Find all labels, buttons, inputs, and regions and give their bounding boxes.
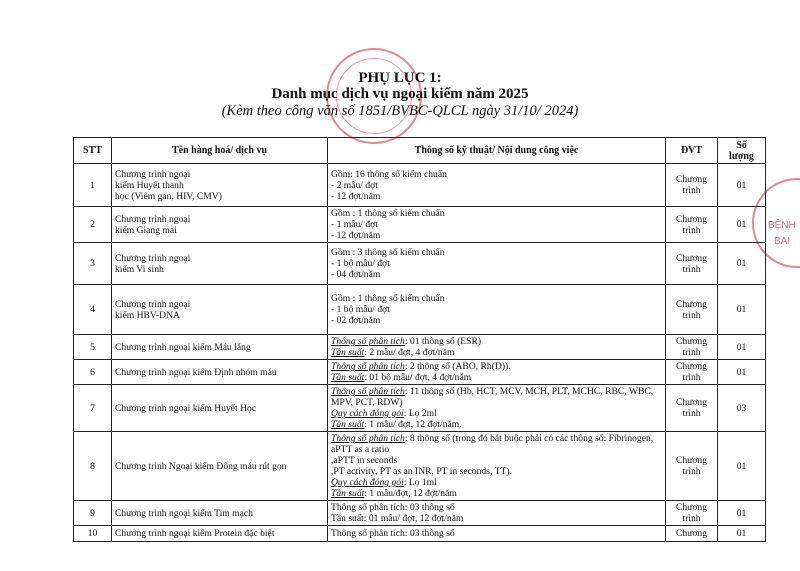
cell-stt: 6	[74, 360, 112, 385]
cell-spec: Gồm : 3 thông số kiểm chuẩn - 1 bộ mẫu/ đợt - 04 đợt/năm	[328, 243, 666, 285]
cell-qty: 01	[718, 501, 766, 526]
cell-service-name: Chương trình ngoại kiểm Protein đặc biệt	[112, 526, 328, 542]
cell-unit: Chương trình	[666, 285, 718, 335]
cell-service-name: Chương trình ngoại kiểm Định nhóm máu	[112, 360, 328, 385]
header-stt: STT	[74, 138, 112, 164]
cell-spec: Thông số phân tích: 01 thông số (ESR) Tần suất: 2 mẫu/ đợt, 4 đợt/năm	[328, 335, 666, 360]
page-note: (Kèm theo công văn số 1851/BVBC-QLCL ngày 31/10/ 2024)	[221, 103, 579, 119]
table-row	[74, 285, 766, 335]
cell-qty: 01	[718, 360, 766, 385]
cell-unit: Chương	[666, 526, 718, 542]
cell-spec: Thông số phân tích: 2 thông số (ABO, Rh(D)). Tần suất: 01 bộ mẫu/ đợt, 4 đợt/năm	[328, 360, 666, 385]
cell-qty: 01	[718, 335, 766, 360]
cell-unit: Chương trình	[666, 432, 718, 501]
cell-stt: 4	[74, 285, 112, 335]
table-row	[74, 207, 766, 243]
cell-stt: 7	[74, 385, 112, 432]
cell-spec: Thông số phân tích: 03 thông số	[328, 526, 666, 542]
header-spec: Thông số kỹ thuật/ Nội dung công việc	[328, 138, 666, 164]
cell-service-name: Chương trình ngoại kiểm Máu lắng	[112, 335, 328, 360]
cell-service-name: Chương trình ngoại kiểm Giang mai	[112, 207, 328, 243]
cell-stt: 5	[74, 335, 112, 360]
cell-stt: 3	[74, 243, 112, 285]
cell-spec: Thông số phân tích: 03 thông số Tần suất: 01 mẫu/ đợt, 12 đợt/năm	[328, 501, 666, 526]
cell-stt: 9	[74, 501, 112, 526]
cell-service-name: Chương trình ngoại kiểm HBV-DNA	[112, 285, 328, 335]
cell-service-name: Chương trình Ngoại kiểm Đông máu rút gọn	[112, 432, 328, 501]
table-row	[74, 432, 766, 501]
table-row	[74, 360, 766, 385]
seal-text: BỆNH	[768, 220, 796, 231]
cell-unit: Chương trình	[666, 243, 718, 285]
page-subtitle: Danh mục dịch vụ ngoại kiểm năm 2025	[271, 86, 529, 102]
cell-qty: 01	[718, 164, 766, 207]
header-name: Tên hàng hoá/ dịch vụ	[112, 138, 328, 164]
page-title: PHỤ LỤC 1:	[358, 70, 442, 86]
cell-unit: Chương trình	[666, 335, 718, 360]
cell-spec: Gồm : 1 thông số kiểm chuẩn - 1 mẫu/ đợt - 12 đợt/năm	[328, 207, 666, 243]
table-row	[74, 335, 766, 360]
cell-qty: 01	[718, 243, 766, 285]
seal-text-2: BẠI	[774, 236, 791, 247]
cell-spec: Thông số phân tích: 11 thông số (Hb, HCT, MCV, MCH, PLT, MCHC, RBC, WBC, MPV, PCT, RDW) Quy cách đóng gói: Lọ 2ml Tần suất: 1 mẫu/ đợt, 12 đợt/năm.	[328, 385, 666, 432]
cell-unit: Chương trình	[666, 164, 718, 207]
cell-service-name: Chương trình ngoại kiểm Huyết thanh học (Viêm gan, HIV, CMV)	[112, 164, 328, 207]
cell-service-name: Chương trình ngoại kiểm Tim mạch	[112, 501, 328, 526]
cell-stt: 1	[74, 164, 112, 207]
cell-spec: Thông số phân tích: 8 thông số (trong đó bắt buộc phải có các thông số: Fibrinogen, aPTT as a ratio ,aPTT in seconds ,PT activity, PT as an INR, PT in seconds, TT). Quy cách đóng gói: Lọ 1ml Tần suất: 1 mẫu/đợt, 12 đợt/năm	[328, 432, 666, 501]
cell-service-name: Chương trình ngoại kiểm Huyết Học	[112, 385, 328, 432]
cell-unit: Chương trình	[666, 385, 718, 432]
cell-service-name: Chương trình ngoại kiểm Vi sinh	[112, 243, 328, 285]
table-header-row	[74, 138, 766, 164]
table-row	[74, 243, 766, 285]
header-qty: Số lượng	[718, 138, 766, 164]
cell-stt: 8	[74, 432, 112, 501]
cell-qty: 01	[718, 432, 766, 501]
cell-unit: Chương trình	[666, 360, 718, 385]
service-table	[73, 137, 766, 542]
cell-stt: 10	[74, 526, 112, 542]
cell-qty: 01	[718, 285, 766, 335]
cell-unit: Chương trình	[666, 207, 718, 243]
table-row	[74, 164, 766, 207]
table-row	[74, 501, 766, 526]
cell-spec: Gồm: 16 thông số kiểm chuẩn - 2 mẫu/ đợt - 12 đợt/năm	[328, 164, 666, 207]
cell-qty: 01	[718, 207, 766, 243]
table-row	[74, 385, 766, 432]
cell-qty: 01	[718, 526, 766, 542]
cell-stt: 2	[74, 207, 112, 243]
table-row	[74, 526, 766, 542]
cell-unit: Chương trình	[666, 501, 718, 526]
cell-spec: Gồm : 1 thông số kiểm chuẩn - 1 bộ mẫu/ đợt - 02 đợt/năm	[328, 285, 666, 335]
header-unit: ĐVT	[666, 138, 718, 164]
cell-qty: 03	[718, 385, 766, 432]
